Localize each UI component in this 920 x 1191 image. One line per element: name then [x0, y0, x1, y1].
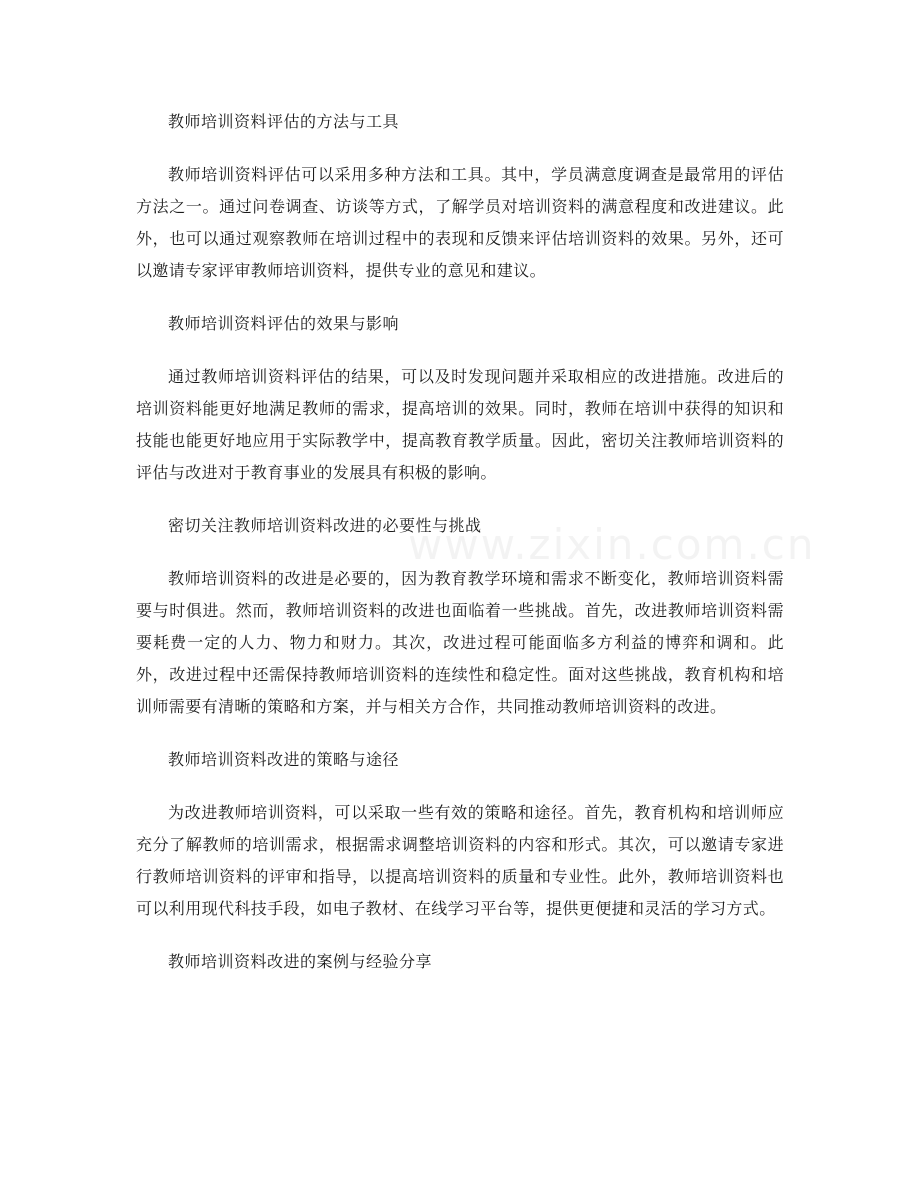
watermark-text: www.zixin.com.cn: [408, 520, 816, 569]
section-heading-effects: 教师培训资料评估的效果与影响: [168, 314, 400, 333]
section-paragraph-methods: 教师培训资料评估可以采用多种方法和工具。其中，学员满意度调查是最常用的评估方法之一。通过问卷调查、访谈等方式，了解学员对培训资料的满意程度和改进建议。此外，也可以通过观察教师在培训过程中的表现和反馈来评估培训资料的效果。另外，还可以邀请专家评审教师培训资料，提供专业的意见和建议。: [136, 165, 784, 280]
section-heading-necessity: 密切关注教师培训资料改进的必要性与挑战: [168, 516, 482, 535]
section-heading-cases: 教师培训资料改进的案例与经验分享: [168, 952, 433, 971]
section-paragraph-strategies: 为改进教师培训资料，可以采取一些有效的策略和途径。首先，教育机构和培训师应充分了解教师的培训需求，根据需求调整培训资料的内容和形式。其次，可以邀请专家进行教师培训资料的评审和指导，以提高培训资料的质量和专业性。此外，教师培训资料也可以利用现代科技手段，如电子教材、在线学习平台等，提供更便捷和灵活的学习方式。: [136, 803, 784, 918]
section-paragraph-effects: 通过教师培训资料评估的结果，可以及时发现问题并采取相应的改进措施。改进后的培训资料能更好地满足教师的需求，提高培训的效果。同时，教师在培训中获得的知识和技能也能更好地应用于实际教学中，提高教育教学质量。因此，密切关注教师培训资料的评估与改进对于教育事业的发展具有积极的影响。: [136, 367, 784, 482]
section-paragraph-necessity: 教师培训资料的改进是必要的，因为教育教学环境和需求不断变化，教师培训资料需要与时俱进。然而，教师培训资料的改进也面临着一些挑战。首先，改进教师培训资料需要耗费一定的人力、物力和财力。其次，改进过程可能面临多方利益的博弈和调和。此外，改进过程中还需保持教师培训资料的连续性和稳定性。面对这些挑战，教育机构和培训师需要有清晰的策略和方案，并与相关方合作，共同推动教师培训资料的改进。: [136, 569, 784, 716]
document-body: [136, 106, 784, 978]
section-heading-methods: 教师培训资料评估的方法与工具: [168, 112, 400, 131]
section-heading-strategies: 教师培训资料改进的策略与途径: [168, 750, 400, 769]
